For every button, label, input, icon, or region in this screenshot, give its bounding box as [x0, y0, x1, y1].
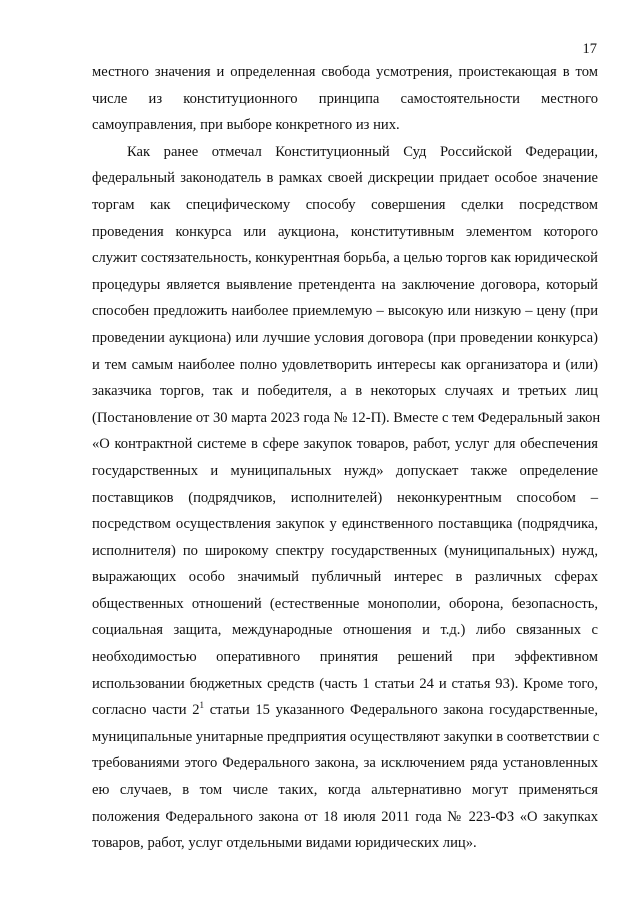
text-line: положения Федерального закона от 18 июля 2011 года № 223-ФЗ «О закупках [92, 808, 598, 825]
text-line: общественных отношений (естественные монополии, оборона, безопасность, [92, 595, 598, 612]
text-line: требованиями этого Федерального закона, за исключением ряда установленных [92, 755, 598, 772]
text-line: торгам как специфическому способу совершения сделки посредством [92, 196, 598, 213]
text-line: «О контрактной системе в сфере закупок товаров, работ, услуг для обеспечения [92, 436, 598, 453]
text-line: проведении аукциона) или лучшие условия договора (при проведении конкурса) [92, 329, 598, 346]
text-line: служит состязательность, конкурентная борьба, а целью торгов как юридической [92, 250, 598, 267]
superscript: 1 [199, 700, 205, 711]
paragraph [92, 139, 601, 857]
text-line: заказчика торгов, так и победителя, а в некоторых случаях и третьих лиц [92, 383, 598, 400]
text-line: поставщиков (подрядчиков, исполнителей) неконкурентным способом – [92, 489, 598, 506]
text-line: государственных и муниципальных нужд» допускает также определение [92, 462, 598, 479]
text-line: самоуправления, при выборе конкретного из них. [92, 117, 400, 134]
text-line: Как ранее отмечал Конституционный Суд Российской Федерации, [127, 143, 598, 160]
page-number: 17 [582, 41, 597, 57]
text-line: исполнителя) по широкому спектру государственных (муниципальных) нужд, [92, 542, 598, 559]
text-line: использовании бюджетных средств (часть 1 статьи 24 и статья 93). Кроме того, [92, 675, 598, 692]
text-line: (Постановление от 30 марта 2023 года № 12-П). Вместе с тем Федеральный закон [92, 409, 601, 426]
text-line: проведения конкурса или аукциона, конститутивным элементом которого [92, 223, 598, 240]
text-line: выражающих особо значимый публичный интерес в различных сферах [92, 569, 598, 586]
text-line: товаров, работ, услуг отдельными видами юридических лиц». [92, 835, 477, 852]
text-line: и тем самым наиболее полно удовлетворить интересы как организатора и (или) [92, 356, 598, 373]
text-line: муниципальные унитарные предприятия осуществляют закупки в соответствии с [92, 728, 600, 745]
text-line: способен предложить наиболее приемлемую – высокую или низкую – цену (при [92, 303, 598, 320]
text-line: социальная защита, международные отношения и т.д.) либо связанных с [92, 622, 598, 639]
text-line: посредством осуществления закупок у единственного поставщика (подрядчика, [92, 516, 598, 533]
text-line: федеральный законодатель в рамках своей дискреции придает особое значение [92, 170, 598, 187]
text-line-with-superscript [92, 697, 598, 724]
text-line: ею случаев, в том числе таких, когда альтернативно могут применяться [92, 782, 598, 799]
text-fragment: статьи 15 указанного Федерального закона государственные, [204, 702, 598, 719]
text-line: процедуры является выявление претендента на заключение договора, который [92, 276, 598, 293]
paragraph [92, 59, 598, 139]
document-body [92, 59, 601, 857]
text-line: числе из конституционного принципа самостоятельности местного [92, 90, 598, 107]
text-fragment: согласно части 2 [92, 702, 200, 719]
text-line: местного значения и определенная свобода усмотрения, проистекающая в том [92, 64, 598, 80]
text-line: необходимостью оперативного принятия решений при эффективном [92, 649, 598, 666]
